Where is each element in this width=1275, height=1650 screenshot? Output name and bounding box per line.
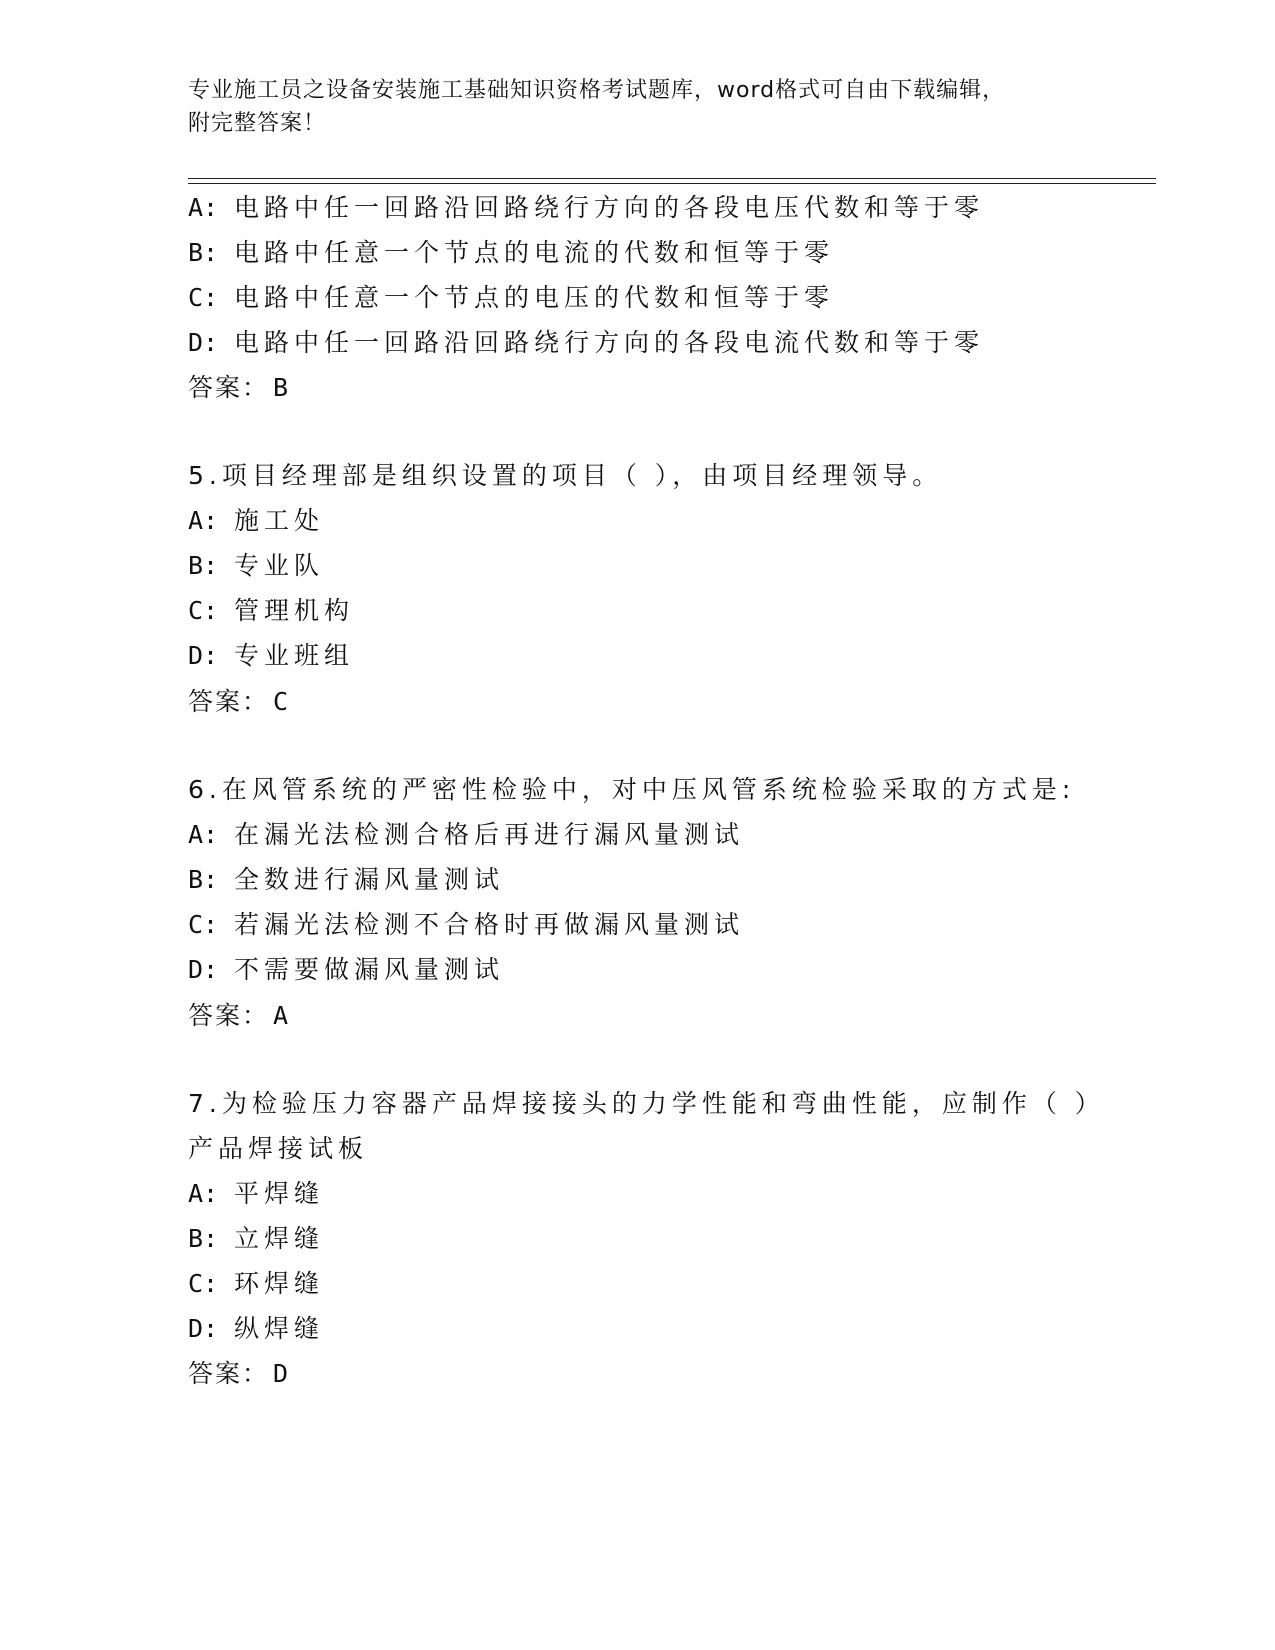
- option-letter: B:: [188, 1224, 219, 1253]
- option-text: 管理机构: [234, 596, 355, 625]
- q7-option-a: [188, 1178, 324, 1210]
- q7-question-line-2: 产品焊接试板: [188, 1134, 369, 1163]
- option-text: 电路中任一回路沿回路绕行方向的各段电流代数和等于零: [234, 328, 985, 357]
- option-text: 不需要做漏风量测试: [234, 955, 505, 984]
- header-line-2: 附完整答案！: [188, 111, 327, 136]
- option-text: 电路中任一回路沿回路绕行方向的各段电压代数和等于零: [234, 193, 985, 222]
- option-letter: C:: [188, 1269, 219, 1298]
- q7-option-b: [188, 1223, 324, 1255]
- option-text: 平焊缝: [234, 1179, 325, 1208]
- q6-answer: [188, 1000, 288, 1032]
- option-text: 电路中任意一个节点的电流的代数和恒等于零: [234, 238, 835, 267]
- answer-value: B: [273, 373, 289, 402]
- q6-option-b: [188, 864, 504, 896]
- option-letter: B:: [188, 551, 219, 580]
- answer-value: A: [273, 1001, 289, 1030]
- q4-option-a: [188, 192, 984, 224]
- answer-label: 答案：: [188, 687, 270, 716]
- q5-option-a: [188, 505, 324, 537]
- q7-option-d: [188, 1313, 324, 1345]
- option-letter: A:: [188, 1179, 219, 1208]
- option-letter: A:: [188, 820, 219, 849]
- q4-option-d: [188, 327, 984, 359]
- option-text: 专业队: [234, 551, 325, 580]
- q7-answer: [188, 1358, 288, 1390]
- option-letter: D:: [188, 955, 219, 984]
- option-text: 电路中任意一个节点的电压的代数和恒等于零: [234, 283, 835, 312]
- answer-label: 答案：: [188, 1001, 270, 1030]
- document-header: [188, 74, 1088, 140]
- option-letter: B:: [188, 238, 219, 267]
- option-letter: D:: [188, 1314, 219, 1343]
- answer-value: C: [273, 687, 289, 716]
- q5-option-b: [188, 550, 324, 582]
- option-letter: C:: [188, 283, 219, 312]
- option-text: 在漏光法检测合格后再进行漏风量测试: [234, 820, 745, 849]
- option-text: 若漏光法检测不合格时再做漏风量测试: [234, 910, 745, 939]
- q6-question: 6.在风管系统的严密性检验中，对中压风管系统检验采取的方式是:: [188, 775, 1076, 804]
- q6-option-a: [188, 819, 744, 851]
- header-divider-bottom: [188, 183, 1156, 184]
- header-line-1: 专业施工员之设备安装施工基础知识资格考试题库，word格式可自由下载编辑，: [188, 78, 1006, 103]
- q4-option-c: [188, 282, 834, 314]
- option-letter: C:: [188, 596, 219, 625]
- option-text: 纵焊缝: [234, 1314, 325, 1343]
- answer-label: 答案：: [188, 1359, 270, 1388]
- q7-option-c: [188, 1268, 324, 1300]
- q5-question: 5.项目经理部是组织设置的项目（ ），由项目经理领导。: [188, 461, 943, 490]
- option-letter: A:: [188, 506, 219, 535]
- option-text: 全数进行漏风量测试: [234, 865, 505, 894]
- q4-answer: [188, 372, 288, 404]
- answer-value: D: [273, 1359, 289, 1388]
- option-text: 立焊缝: [234, 1224, 325, 1253]
- q5-option-c: [188, 595, 354, 627]
- q7-question-line-1: 7.为检验压力容器产品焊接接头的力学性能和弯曲性能，应制作（ ）: [188, 1089, 1105, 1118]
- option-letter: D:: [188, 328, 219, 357]
- answer-label: 答案：: [188, 373, 270, 402]
- option-letter: B:: [188, 865, 219, 894]
- option-text: 专业班组: [234, 641, 355, 670]
- option-text: 施工处: [234, 506, 325, 535]
- q6-option-d: [188, 954, 504, 986]
- q5-answer: [188, 686, 288, 718]
- q5-option-d: [188, 640, 354, 672]
- option-letter: C:: [188, 910, 219, 939]
- q4-option-b: [188, 237, 834, 269]
- option-letter: A:: [188, 193, 219, 222]
- option-letter: D:: [188, 641, 219, 670]
- option-text: 环焊缝: [234, 1269, 325, 1298]
- q6-option-c: [188, 909, 744, 941]
- header-divider-top: [188, 178, 1156, 179]
